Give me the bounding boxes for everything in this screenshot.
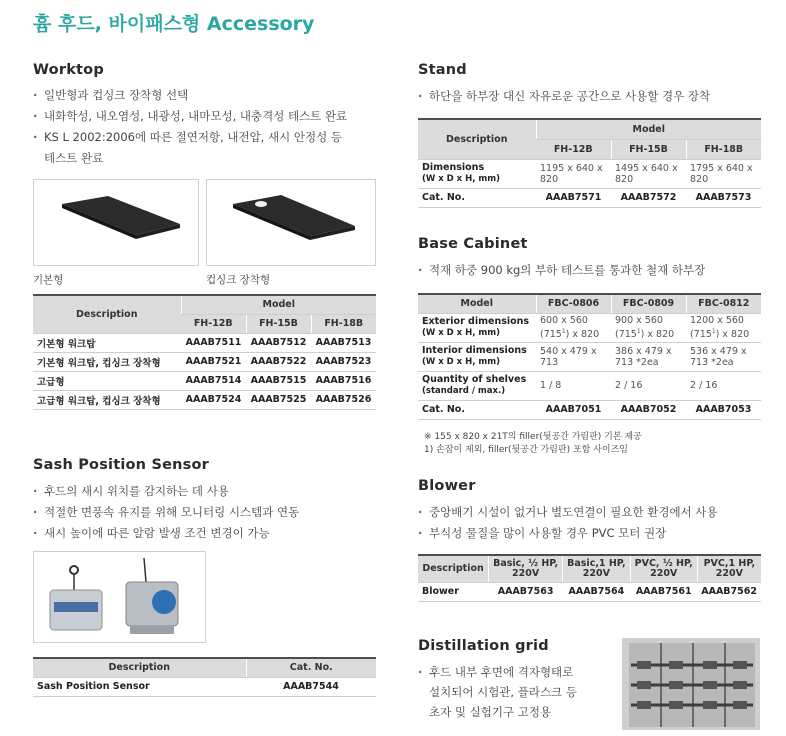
cabinet-model-col: FBC-0812 xyxy=(686,294,761,313)
grid-bullet-1: · 후드 내부 후면에 격자형태로 xyxy=(418,662,577,682)
sash-cat-header: Cat. No. xyxy=(246,658,376,677)
sash-heading: Sash Position Sensor xyxy=(33,457,209,473)
dim-b: 820 xyxy=(615,173,634,185)
cat-no: AAAB7513 xyxy=(311,333,376,352)
int-a: 536 x 479 x xyxy=(690,345,747,357)
ext-value xyxy=(536,313,611,342)
blower-model-col xyxy=(489,555,563,582)
cat-no: AAAB7572 xyxy=(611,188,686,207)
cat-no: AAAB7053 xyxy=(686,400,761,419)
cat-no: AAAB7562 xyxy=(697,582,761,601)
row-label xyxy=(418,371,536,400)
worktop-bullets xyxy=(33,85,347,169)
ext-b: (715 xyxy=(615,329,637,341)
int-a: 386 x 479 x xyxy=(615,345,672,357)
int-a: 540 x 479 x xyxy=(540,345,597,357)
cat-no: AAAB7515 xyxy=(246,371,311,390)
worktop-table xyxy=(33,294,376,410)
sash-bullet-1: · 후드의 새시 위치를 감지하는 데 사용 xyxy=(33,481,299,502)
row-label: 고급형 xyxy=(33,371,181,390)
blower-bullet-1: · 중앙배기 시설이 없거나 별도연결이 필요한 환경에서 사용 xyxy=(418,502,718,523)
row-label: Sash Position Sensor xyxy=(33,677,246,696)
row-label xyxy=(418,342,536,371)
dim-b: 820 xyxy=(690,173,709,185)
worktop-bullet-3-cont xyxy=(33,148,347,169)
cabinet-note-1: ※ 155 x 820 x 21T의 filler(뒷공간 가림판) 기본 제공 xyxy=(424,432,642,442)
blower-col-a: Basic, ½ HP, xyxy=(493,557,559,569)
qty-sub: (standard / max.) xyxy=(422,386,506,396)
table-row xyxy=(418,400,761,419)
ext-sup: 1 xyxy=(711,327,716,335)
ext-c: ) x 820 xyxy=(640,329,675,341)
cabinet-bullets xyxy=(418,260,705,281)
ext-value xyxy=(686,313,761,342)
row-label: Cat. No. xyxy=(418,188,536,207)
dim-a: 1495 x 640 x xyxy=(615,162,678,174)
ext-value xyxy=(611,313,686,342)
cabinet-heading: Base Cabinet xyxy=(418,236,528,252)
cat-no: AAAB7516 xyxy=(311,371,376,390)
blower-bullet-2: · 부식성 물질을 많이 사용할 경우 PVC 모터 권장 xyxy=(418,523,718,544)
worktop-bullet-2: · 내화학성, 내오염성, 내광성, 내마모성, 내충격성 테스트 완료 xyxy=(33,106,347,127)
row-label: 기본형 워크탑 xyxy=(33,333,181,352)
ext-a: 900 x 560 xyxy=(615,314,663,326)
worktop-basic-slab-icon xyxy=(34,180,200,267)
cat-no: AAAB7525 xyxy=(246,390,311,409)
int-b: 713 xyxy=(540,356,559,368)
table-row xyxy=(33,390,376,409)
stand-bullet-1: · 하단을 하부장 대신 자유로운 공간으로 사용할 경우 장착 xyxy=(418,86,710,107)
worktop-model-col: FH-15B xyxy=(246,314,311,333)
blower-col-a: Basic,1 HP, xyxy=(567,557,626,569)
sash-bullets xyxy=(33,481,299,544)
worktop-bullet-3-cont-text: 테스트 완료 xyxy=(44,151,104,165)
blower-col-b: 220V xyxy=(650,567,678,579)
cat-no: AAAB7514 xyxy=(181,371,246,390)
cabinet-note-2: 1) 손잡이 제외, filler(뒷공간 가림판) 포함 사이즈임 xyxy=(424,445,628,455)
dim-a: 1795 x 640 x xyxy=(690,162,753,174)
ext-b: (715 xyxy=(540,329,562,341)
cat-no: AAAB7564 xyxy=(563,582,631,601)
row-label: 고급형 워크탑, 컵싱크 장착형 xyxy=(33,390,181,409)
sash-table xyxy=(33,657,376,697)
blower-model-col xyxy=(563,555,631,582)
worktop-model-col: FH-18B xyxy=(311,314,376,333)
ext-b: (715 xyxy=(690,329,712,341)
cabinet-model-col: FBC-0806 xyxy=(536,294,611,313)
cabinet-model-header: Model xyxy=(418,294,536,313)
cat-no: AAAB7051 xyxy=(536,400,611,419)
int-value xyxy=(611,342,686,371)
dim-label: Dimensions xyxy=(422,162,485,173)
cat-no: AAAB7522 xyxy=(246,352,311,371)
sash-bullet-3: · 새시 높이에 따른 알람 발생 조건 변경이 가능 xyxy=(33,523,299,544)
grid-bullet-1-cont: 설치되어 시험관, 플라스크 등 xyxy=(429,685,577,699)
cat-no: AAAB7526 xyxy=(311,390,376,409)
cat-no: AAAB7571 xyxy=(536,188,611,207)
int-b: 713 *2ea xyxy=(690,356,734,368)
cat-no: AAAB7511 xyxy=(181,333,246,352)
stand-model-col: FH-15B xyxy=(611,139,686,159)
stand-bullets xyxy=(418,86,710,107)
distillation-grid-image xyxy=(622,638,760,730)
row-label: Blower xyxy=(418,582,489,601)
blower-table xyxy=(418,554,761,602)
cat-no: AAAB7573 xyxy=(686,188,761,207)
table-row xyxy=(418,371,761,400)
int-value xyxy=(536,342,611,371)
cabinet-model-col: FBC-0809 xyxy=(611,294,686,313)
table-row xyxy=(418,313,761,342)
cat-no: AAAB7524 xyxy=(181,390,246,409)
ext-sup: 1 xyxy=(561,327,566,335)
int-b: 713 *2ea xyxy=(615,356,659,368)
ext-sub: (W x D x H, mm) xyxy=(422,328,501,338)
stand-table xyxy=(418,118,761,208)
row-label: 기본형 워크탑, 컵싱크 장착형 xyxy=(33,352,181,371)
ext-c: ) x 820 xyxy=(715,329,750,341)
page-title: 흄 후드, 바이패스형 Accessory xyxy=(33,13,315,35)
worktop-heading: Worktop xyxy=(33,62,104,78)
qty-value: 1 / 8 xyxy=(536,371,611,400)
blower-col-a: PVC, ½ HP, xyxy=(634,557,693,569)
blower-heading: Blower xyxy=(418,478,476,494)
cat-no: AAAB7052 xyxy=(611,400,686,419)
table-row xyxy=(418,159,761,188)
cat-no: AAAB7561 xyxy=(630,582,697,601)
blower-desc-header: Description xyxy=(418,555,489,582)
row-label xyxy=(418,159,536,188)
stand-model-col: FH-12B xyxy=(536,139,611,159)
cabinet-notes xyxy=(424,431,642,457)
stand-desc-header: Description xyxy=(418,119,536,159)
cat-no: AAAB7563 xyxy=(489,582,563,601)
cat-no: AAAB7512 xyxy=(246,333,311,352)
table-row xyxy=(418,582,761,601)
table-row xyxy=(418,342,761,371)
blower-col-a: PVC,1 HP, xyxy=(703,557,756,569)
worktop-cupsink-caption: 컵싱크 장착형 xyxy=(206,274,271,286)
cat-no: AAAB7521 xyxy=(181,352,246,371)
table-row xyxy=(33,677,376,696)
cabinet-bullet-1: · 적재 하중 900 kg의 부하 테스트를 통과한 철재 하부장 xyxy=(418,260,705,281)
blower-model-col xyxy=(630,555,697,582)
ext-a: 600 x 560 xyxy=(540,314,588,326)
grid-bullets xyxy=(418,662,577,722)
sash-bullet-2: · 적절한 면풍속 유지를 위해 모니터링 시스템과 연동 xyxy=(33,502,299,523)
table-row xyxy=(33,352,376,371)
blower-col-b: 220V xyxy=(715,567,743,579)
worktop-desc-header: Description xyxy=(33,295,181,333)
worktop-cupsink-image xyxy=(206,179,376,266)
sash-sensor-image xyxy=(33,551,206,643)
worktop-basic-caption: 기본형 xyxy=(33,274,64,286)
dim-a: 1195 x 640 x xyxy=(540,162,603,174)
blower-model-col xyxy=(697,555,761,582)
blower-col-b: 220V xyxy=(582,567,610,579)
distillation-grid-icon xyxy=(623,639,760,730)
worktop-bullet-1: · 일반형과 컵싱크 장착형 선택 xyxy=(33,85,347,106)
cat-no: AAAB7523 xyxy=(311,352,376,371)
dim-value xyxy=(611,159,686,188)
int-label: Interior dimensions xyxy=(422,345,527,356)
cat-no: AAAB7544 xyxy=(246,677,376,696)
dim-value xyxy=(536,159,611,188)
sash-sensor-device-icon xyxy=(34,552,207,644)
ext-label: Exterior dimensions xyxy=(422,316,530,327)
ext-sup: 1 xyxy=(636,327,641,335)
qty-value: 2 / 16 xyxy=(611,371,686,400)
cabinet-table xyxy=(418,293,761,420)
worktop-model-col: FH-12B xyxy=(181,314,246,333)
worktop-cupsink-slab-icon xyxy=(207,180,377,267)
table-row xyxy=(33,371,376,390)
int-sub: (W x D x H, mm) xyxy=(422,357,501,367)
stand-model-col: FH-18B xyxy=(686,139,761,159)
qty-value: 2 / 16 xyxy=(686,371,761,400)
row-label: Cat. No. xyxy=(418,400,536,419)
row-label xyxy=(418,313,536,342)
sash-desc-header: Description xyxy=(33,658,246,677)
table-row xyxy=(33,333,376,352)
table-row xyxy=(418,188,761,207)
worktop-model-header: Model xyxy=(181,295,376,314)
ext-c: ) x 820 xyxy=(565,329,600,341)
worktop-basic-image xyxy=(33,179,199,266)
grid-bullet-1-cont2: 초자 및 실험기구 고정용 xyxy=(429,705,552,719)
ext-a: 1200 x 560 xyxy=(690,314,744,326)
worktop-bullet-3: · KS L 2002:2006에 따른 절연저항, 내전압, 새시 안정성 등 xyxy=(33,127,347,148)
dim-sub: (W x D x H, mm) xyxy=(422,174,501,184)
qty-label: Quantity of shelves xyxy=(422,374,527,385)
int-value xyxy=(686,342,761,371)
dim-b: 820 xyxy=(540,173,559,185)
stand-heading: Stand xyxy=(418,62,467,78)
grid-heading: Distillation grid xyxy=(418,638,549,654)
stand-model-header: Model xyxy=(536,119,761,139)
blower-col-b: 220V xyxy=(512,567,540,579)
blower-bullets xyxy=(418,502,718,544)
dim-value xyxy=(686,159,761,188)
